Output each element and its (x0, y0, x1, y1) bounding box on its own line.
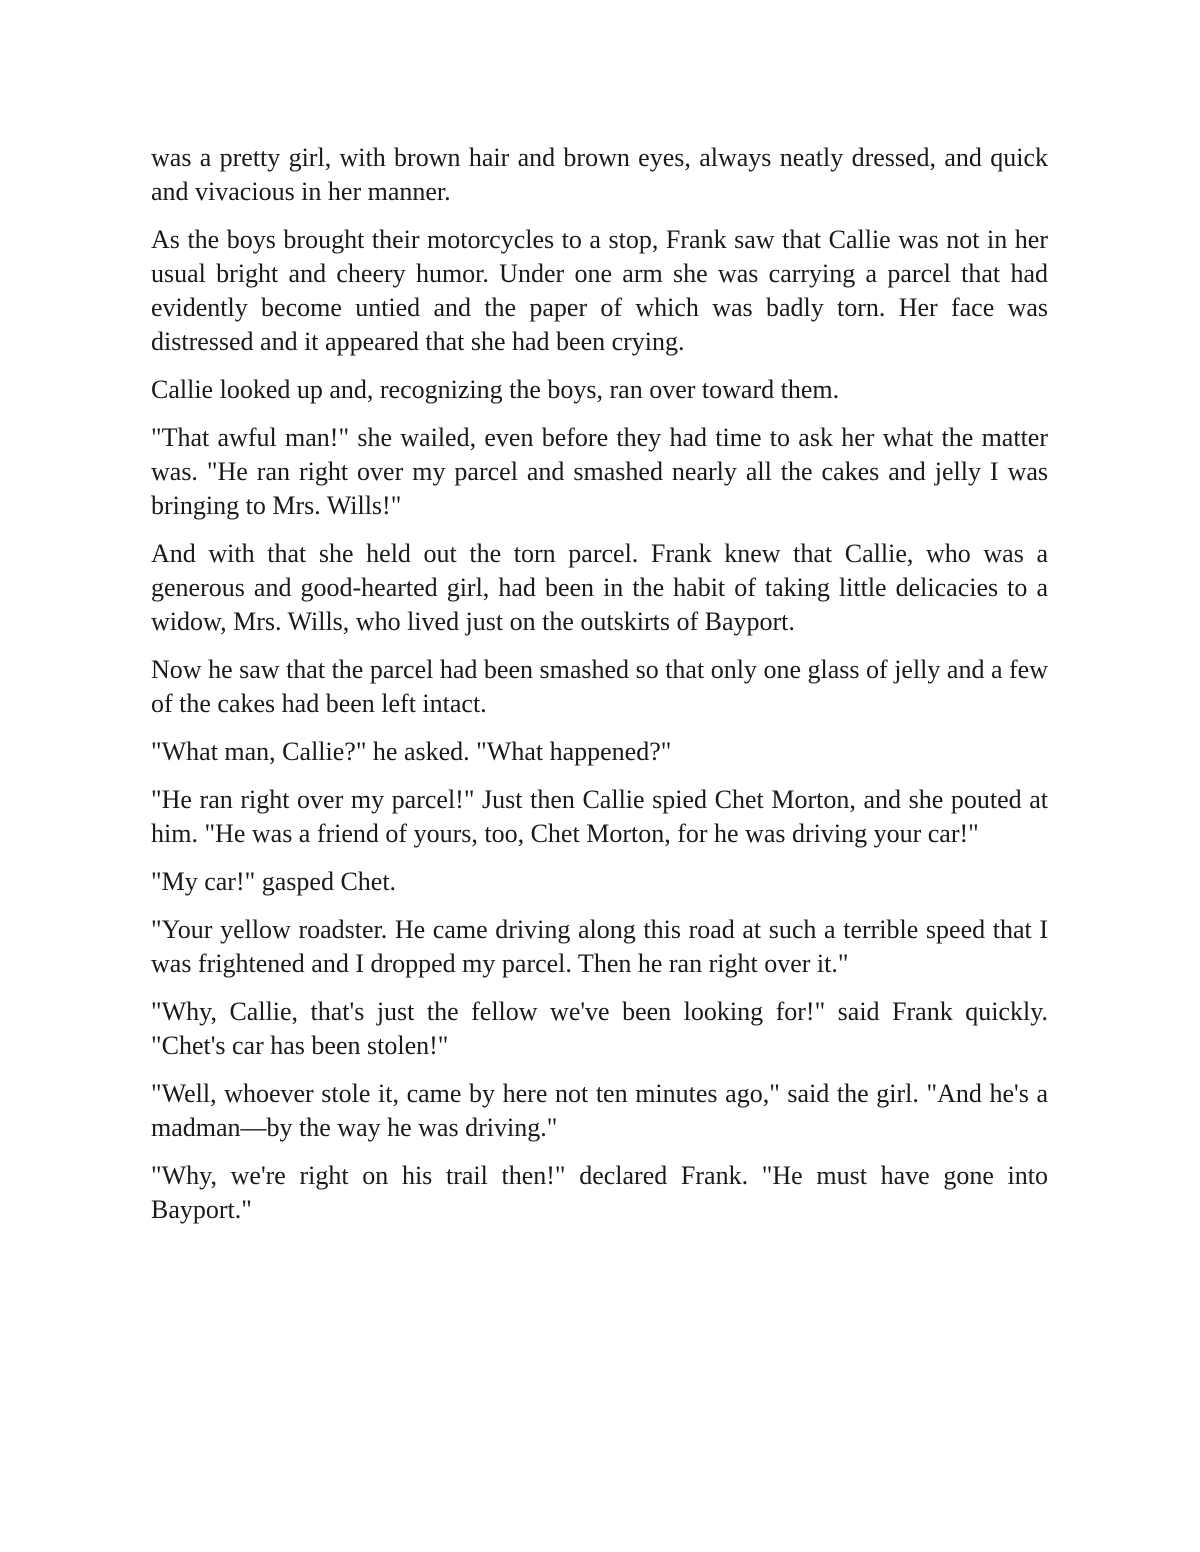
paragraph: As the boys brought their motorcycles to a stop, Frank saw that Callie was not in her usual bright and cheery humor. Under one arm she was carrying a parcel that had evidently become untied and the paper of which was badly torn. Her face was distressed and it appeared that she had been crying. (151, 225, 1048, 356)
document-page (151, 141, 1048, 1241)
paragraph: Callie looked up and, recognizing the boys, ran over toward them. (151, 375, 840, 404)
paragraph: And with that she held out the torn parcel. Frank knew that Callie, who was a generous and good-hearted girl, had been in the habit of taking little delicacies to a widow, Mrs. Wills, who lived just on the outskirts of Bayport. (151, 539, 1048, 636)
paragraph: "Well, whoever stole it, came by here not ten minutes ago," said the girl. "And he's a madman—by the way he was driving." (151, 1079, 1048, 1142)
paragraph: "That awful man!" she wailed, even before they had time to ask her what the matter was. "He ran right over my parcel and smashed nearly all the cakes and jelly I was bringing to Mrs. Wills!" (151, 423, 1048, 520)
paragraph: "My car!" gasped Chet. (151, 867, 397, 896)
paragraph: "What man, Callie?" he asked. "What happened?" (151, 737, 672, 766)
paragraph: "He ran right over my parcel!" Just then Callie spied Chet Morton, and she pouted at him. "He was a friend of yours, too, Chet Morton, for he was driving your car!" (151, 785, 1048, 848)
paragraph: Now he saw that the parcel had been smashed so that only one glass of jelly and a few of the cakes had been left intact. (151, 655, 1048, 718)
paragraph: "Why, we're right on his trail then!" declared Frank. "He must have gone into Bayport." (151, 1161, 1048, 1224)
paragraph: "Your yellow roadster. He came driving along this road at such a terrible speed that I was frightened and I dropped my parcel. Then he ran right over it." (151, 915, 1048, 978)
paragraph: "Why, Callie, that's just the fellow we've been looking for!" said Frank quickly. "Chet's car has been stolen!" (151, 997, 1048, 1060)
paragraph: was a pretty girl, with brown hair and brown eyes, always neatly dressed, and quick and vivacious in her manner. (151, 143, 1048, 206)
